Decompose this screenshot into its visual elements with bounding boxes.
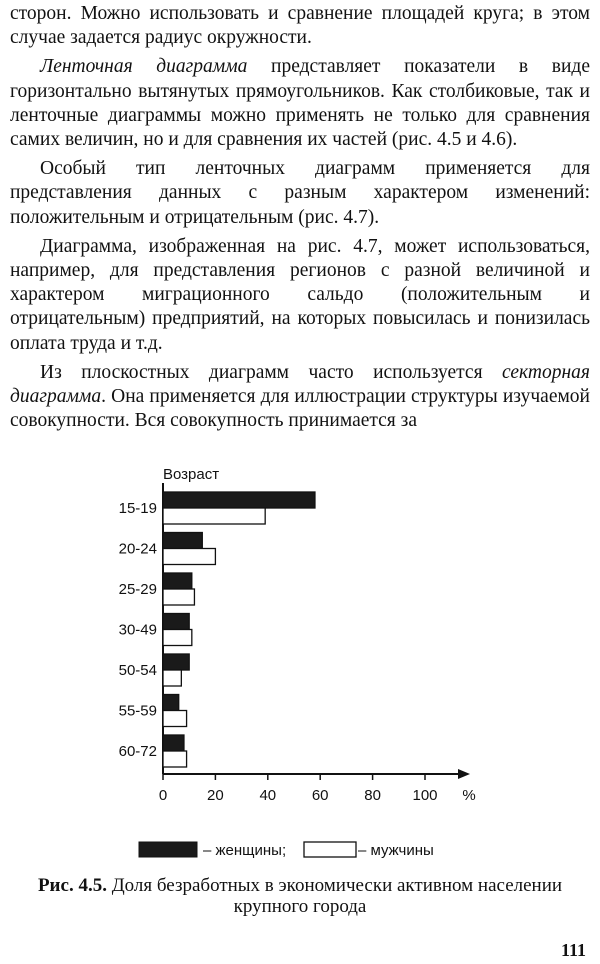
paragraph-2 bbox=[10, 55, 590, 152]
bar-women-50-54 bbox=[163, 654, 189, 670]
term-sector-chart: секторная диаграмма bbox=[10, 361, 590, 408]
category-label-30-49: 30-49 bbox=[118, 621, 157, 639]
category-label-60-72: 60-72 bbox=[118, 743, 157, 760]
bar-men-55-59 bbox=[163, 711, 187, 727]
legend-label-women: – женщины; bbox=[203, 842, 287, 859]
bar-chart bbox=[0, 455, 600, 875]
bar-men-20-24 bbox=[163, 549, 215, 565]
x-tick-label-100: 100 bbox=[412, 787, 438, 804]
legend-swatch-women bbox=[139, 842, 197, 857]
bar-women-15-19 bbox=[163, 492, 315, 508]
body-text bbox=[10, 2, 590, 438]
caption-text: Доля безработных в экономически активном населении крупного города bbox=[106, 875, 563, 917]
bar-men-30-49 bbox=[163, 630, 192, 646]
legend-swatch-men bbox=[304, 842, 356, 857]
bar-women-55-59 bbox=[163, 695, 179, 711]
bar-women-30-49 bbox=[163, 614, 189, 630]
page-number: 111 bbox=[560, 940, 586, 960]
paragraph-1: сторон. Можно использовать и сравнение площадей круга; в этом случае задается радиус окружности. bbox=[10, 3, 590, 49]
paragraph-3: Особый тип ленточных диаграмм применяется для представления данных с разным характером изменений: положительным и отрицательным (рис. 4.7). bbox=[10, 158, 590, 228]
term-ribbon-chart: Ленточная диаграмма bbox=[40, 56, 248, 78]
category-label-55-59: 55-59 bbox=[118, 702, 157, 720]
paragraph-4: Диаграмма, изображенная на рис. 4.7, может использоваться, например, для представления регионов с разной величиной и характером миграционного сальдо (положительным и отрицательным) предприятий, на которых повысилась и понизилась оплата труда и т.д. bbox=[10, 235, 590, 354]
legend-label-men: – мужчины bbox=[358, 842, 434, 859]
x-axis-unit: % bbox=[462, 787, 476, 804]
x-tick-label-80: 80 bbox=[364, 787, 381, 804]
bar-men-25-29 bbox=[163, 589, 194, 605]
x-tick-label-20: 20 bbox=[207, 787, 224, 804]
bar-men-50-54 bbox=[163, 670, 181, 686]
paragraph-2-text: представляет показатели в виде горизонтально вытянутых прямоугольников. Как столбиковые, так и ленточные диаграммы можно применять не только для сравнения самих величин, но и для сравнения их частей (рис. 4.5 и 4.6). bbox=[10, 56, 591, 151]
x-tick-label-40: 40 bbox=[259, 787, 277, 804]
paragraph-5 bbox=[10, 361, 590, 434]
paragraph-5-start: Из плоскостных диаграмм часто используется bbox=[40, 361, 502, 383]
paragraph-5-rest: . Она применяется для иллюстрации структуры изучаемой совокупности. Вся совокупность принимается за bbox=[10, 386, 590, 432]
x-tick-label-60: 60 bbox=[311, 787, 329, 804]
bar-men-60-72 bbox=[163, 751, 187, 767]
figure-caption bbox=[0, 875, 600, 917]
caption-label: Рис. 4.5. bbox=[37, 875, 107, 896]
category-label-50-54: 50-54 bbox=[118, 662, 157, 679]
category-label-15-19: 15-19 bbox=[118, 500, 157, 517]
category-label-20-24: 20-24 bbox=[118, 540, 157, 558]
x-axis-arrow bbox=[458, 769, 470, 779]
bar-women-60-72 bbox=[163, 735, 184, 751]
category-label-25-29: 25-29 bbox=[118, 581, 157, 598]
x-tick-label-0: 0 bbox=[158, 787, 168, 804]
bar-women-25-29 bbox=[163, 573, 192, 589]
bar-women-20-24 bbox=[163, 533, 202, 549]
bar-men-15-19 bbox=[163, 508, 265, 524]
y-axis-title: Возраст bbox=[163, 466, 220, 483]
